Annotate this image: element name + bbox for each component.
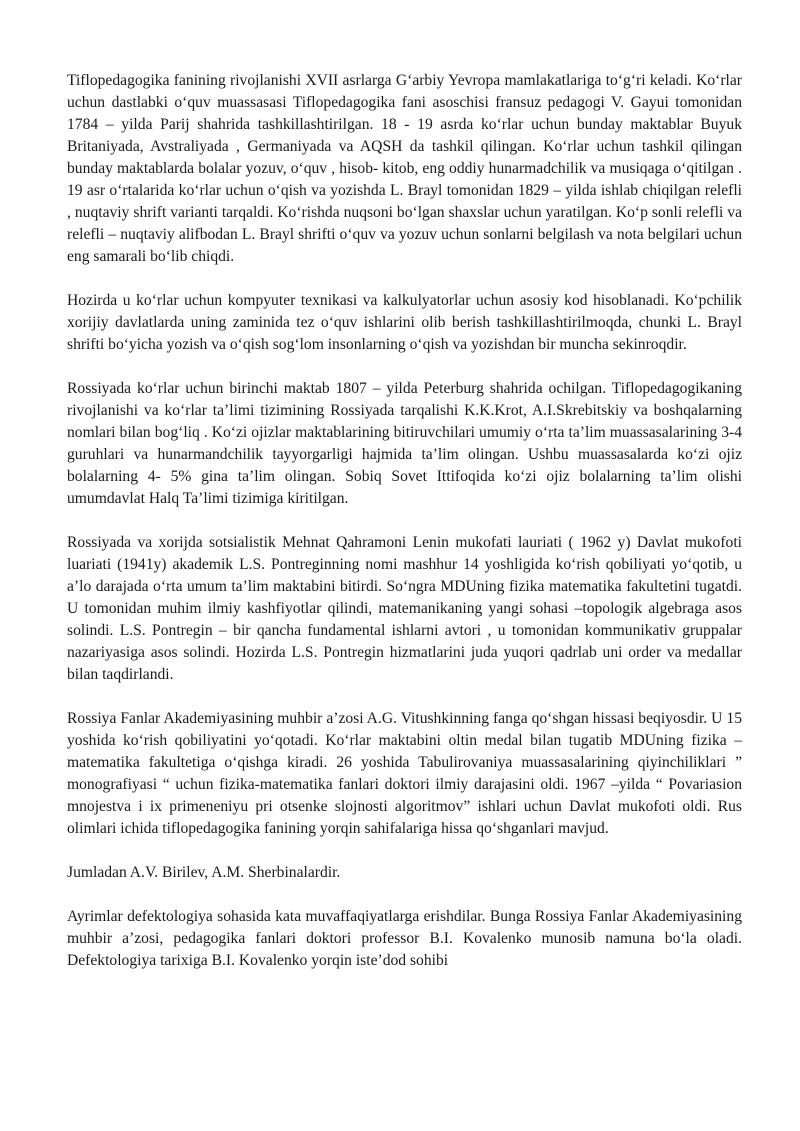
paragraph-kovalenko: Ayrimlar defektologiya sohasida kata muvaffaqiyatlarga erishdilar. Bunga Rossiya Fanlar Akademiyasining muhbir a’zosi, pedagogika fanlari doktori professor B.I. Kovalenko munosib namuna bo‘la oladi. Defektologiya tarixiga B.I. Kovalenko yorqin iste’dod sohibi <box>67 908 742 969</box>
paragraph-history-western-europe: Tiflopedagogika fanining rivojlanishi XVII asrlarga G‘arbiy Yevropa mamlakatlariga to‘g‘ri keladi. Ko‘rlar uchun dastlabki o‘quv muassasasi Tiflopedagogika fani asoschisi fransuz pedagogi V. Gayui tomonidan 1784 – yilda Parij shahrida tashkillashtirilgan. 18 - 19 asrda ko‘rlar uchun bunday maktablar Buyuk Britaniyada, Avstraliyada , Germaniyada va AQSH da tashkil qilingan. Ko‘rlar uchun tashkil qilingan bunday maktablarda bolalar yozuv, o‘quv , hisob- kitob, eng oddiy hunarmadchilik va musiqaga o‘qitilgan . 19 asr o‘rtalarida ko‘rlar uchun o‘qish va yozishda L. Brayl tomonidan 1829 – yilda ishlab chiqilgan relefli , nuqtaviy shrift varianti tarqaldi. Ko‘rishda nuqsoni bo‘lgan shaxslar uchun yaratilgan. Ko‘p sonli relefli va relefli – nuqtaviy alifbodan L. Brayl shrifti o‘quv va yozuv uchun sonlarni belgilash va nota belgilari uchun eng samarali bo‘lib chiqdi. <box>67 72 742 265</box>
paragraph-vitushkin: Rossiya Fanlar Akademiyasining muhbir a’zosi A.G. Vitushkinning fanga qo‘shgan hissasi beqiyosdir. U 15 yoshida ko‘rish qobiliyatini yo‘qotadi. Ko‘rlar maktabini oltin medal bilan tugatib MDUning fizika – matematika fakultetiga o‘qishga kiradi. 26 yoshida Tabulirovaniya muassasalarining qiyinchiliklari ” monografiyasi “ uchun fizika-matematika fanlari doktori ilmiy darajasini oldi. 1967 –yilda “ Povariasion mnojestva i ix primeneniyu pri otsenke slojnosti algoritmov” ishlari uchun Davlat mukofoti oldi. Rus olimlari ichida tiflopedagogika fanining yorqin sahifalariga hissa qo‘shganlari mavjud. <box>67 710 742 837</box>
document-page <box>67 70 742 972</box>
paragraph-russia-first-school: Rossiyada ko‘rlar uchun birinchi maktab 1807 – yilda Peterburg shahrida ochilgan. Tiflopedagogikaning rivojlanishi va ko‘rlar ta’limi tizimining Rossiyada tarqalishi K.K.Krot, A.I.Skrebitskiy va boshqalarning nomlari bilan bog‘liq . Ko‘zi ojizlar maktablarining bitiruvchilari umumiy o‘rta ta’lim muassasalarining 3-4 guruhlari va hunarmandchilik tayyorgarligi hajmida ta’lim olingan. Ushbu muassasalarda ko‘zi ojiz bolalarning 4- 5% gina ta’lim olingan. Sobiq Sovet Ittifoqida ko‘zi ojiz bolalarning ta’lim olishi umumdavlat Halq Ta’limi tizimiga kiritilgan. <box>67 380 742 507</box>
paragraph-pontryagin: Rossiyada va xorijda sotsialistik Mehnat Qahramoni Lenin mukofati lauriati ( 1962 y) Davlat mukofoti luariati (1941y) akademik L.S. Pontreginning nomi mashhur 14 yoshligida ko‘rish qobiliyati yo‘qotib, u a’lo darajada o‘rta umum ta’lim maktabini bitirdi. So‘ngra MDUning fizika matematika fakultetini tugatdi. U tomonidan muhim ilmiy kashfiyotlar qilindi, matemanikaning yangi sohasi –topologik algebraga asos solindi. L.S. Pontregin – bir qancha fundamental ishlarni avtori , u tomonidan kommunikativ gruppalar nazariyasiga asos solindi. Hozirda L.S. Pontregin hizmatlarini juda yuqori qadrlab uni order va medallar bilan taqdirlandi. <box>67 534 742 683</box>
paragraph-braille-computer-code: Hozirda u ko‘rlar uchun kompyuter texnikasi va kalkulyatorlar uchun asosiy kod hisoblanadi. Ko‘pchilik xorijiy davlatlarda uning zaminida tez o‘quv ishlarini olib berish tashkillashtirilmoqda, chunki L. Brayl shrifti bo‘yicha yozish va o‘qish sog‘lom insonlarning o‘qish va yozishdan bir muncha sekinroqdir. <box>67 292 742 353</box>
paragraph-birilev-sherbina: Jumladan A.V. Birilev, A.M. Sherbinalardir. <box>67 864 341 881</box>
